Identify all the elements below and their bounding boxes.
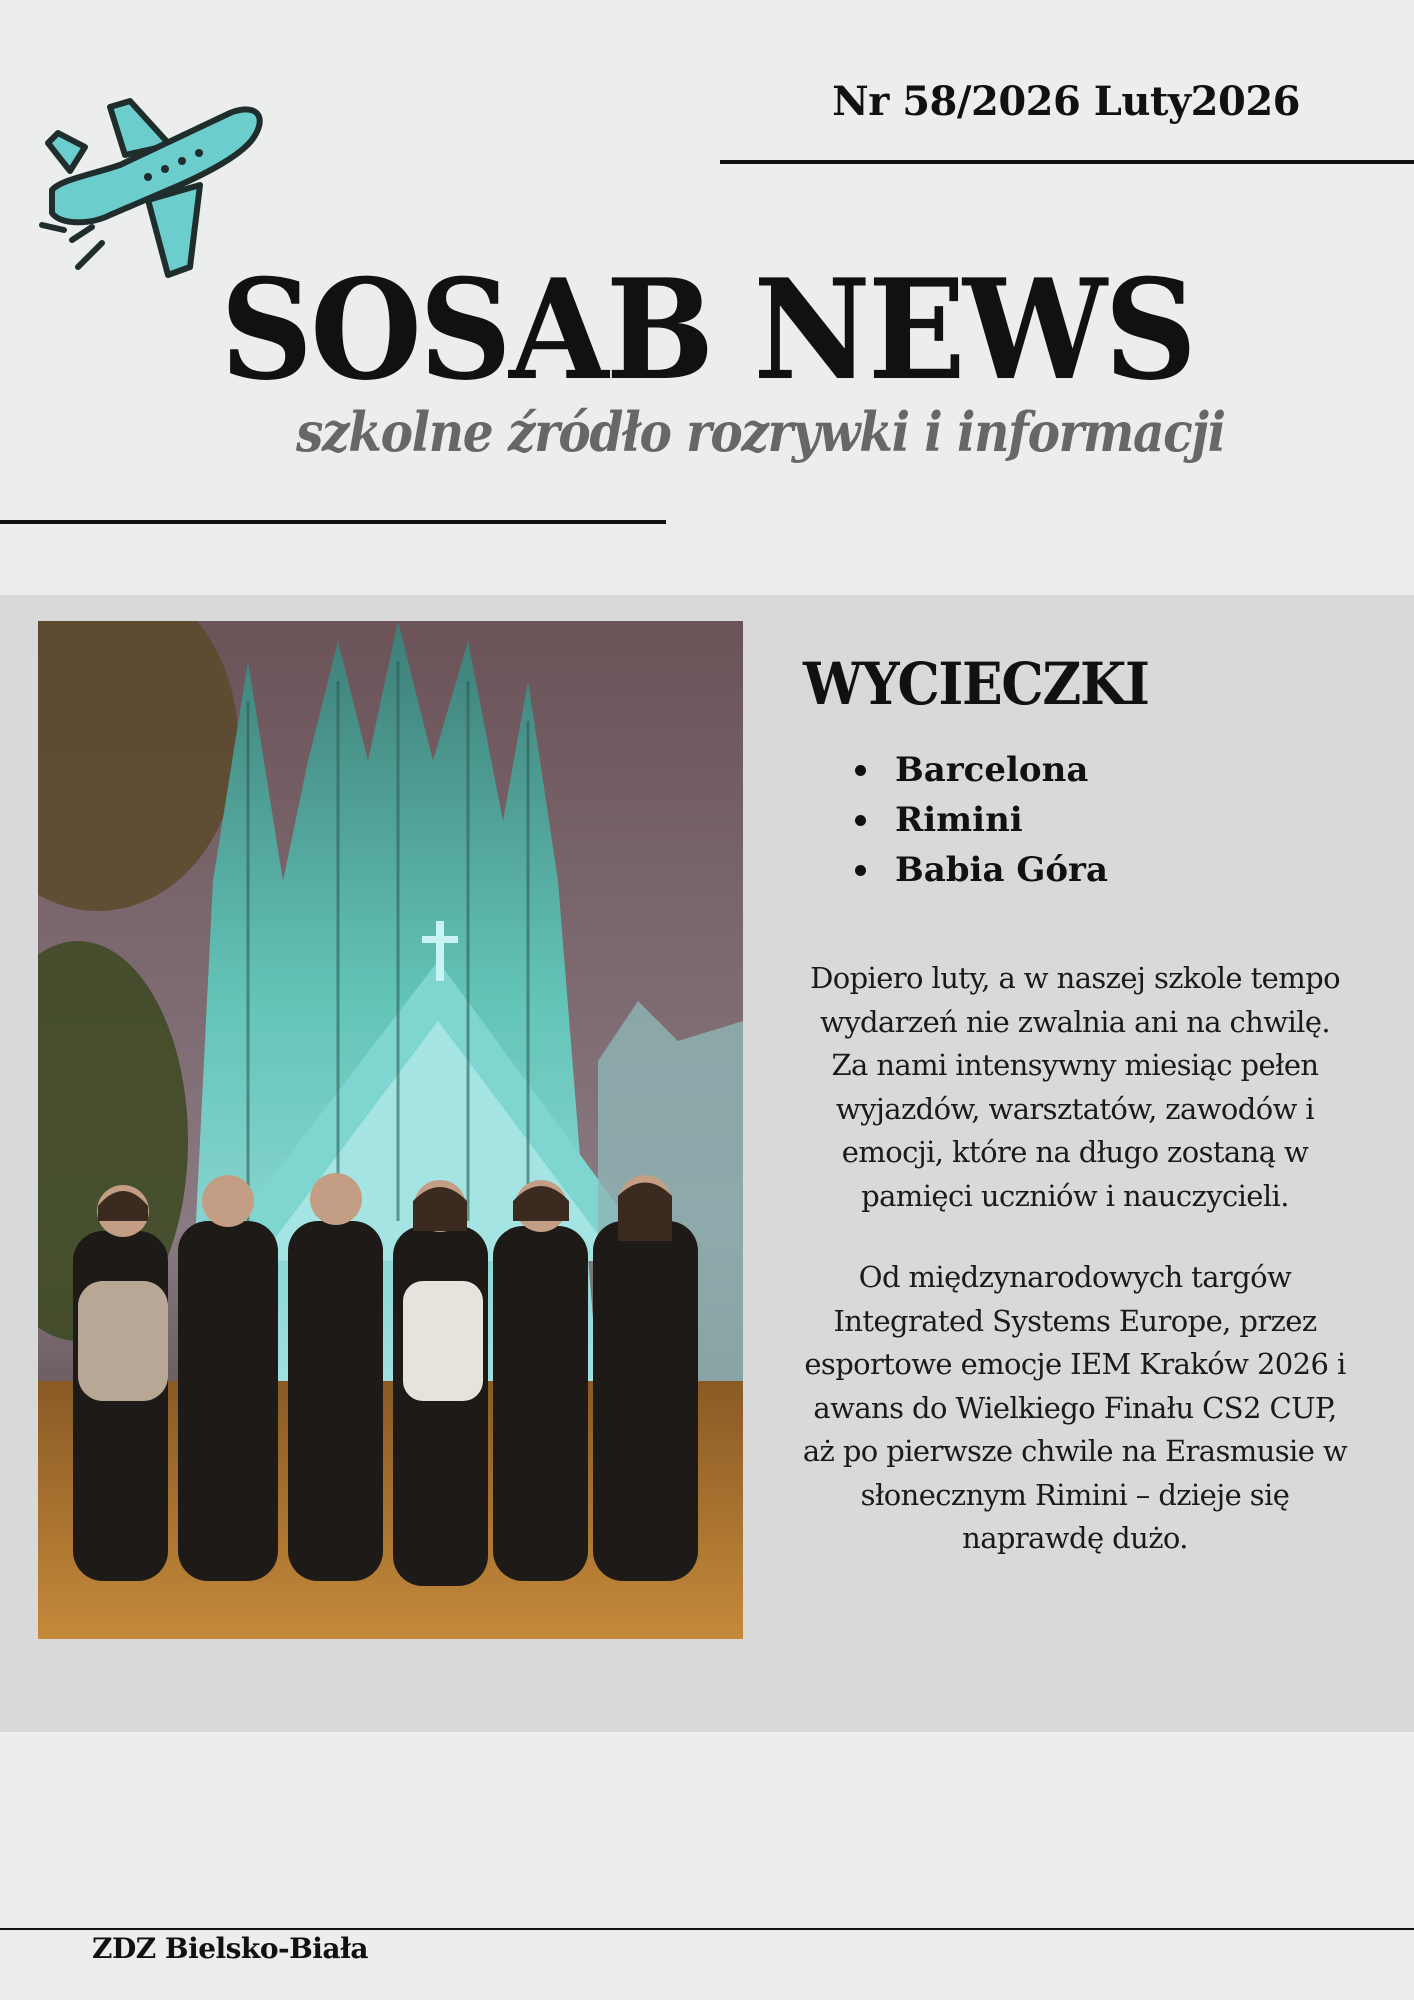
- masthead-title: SOSAB NEWS: [220, 248, 1195, 411]
- section-heading: WYCIECZKI: [803, 650, 1149, 718]
- list-item: Rimini: [845, 795, 1108, 845]
- places-list: [845, 745, 1108, 895]
- list-item: Babia Góra: [845, 845, 1108, 895]
- middle-divider: [0, 520, 666, 524]
- footer-text: ZDZ Bielsko-Biała: [92, 1932, 368, 1965]
- issue-number: Nr 58/2026 Luty2026: [832, 78, 1300, 125]
- top-divider: [720, 160, 1414, 164]
- list-item: Barcelona: [845, 745, 1108, 795]
- footer-divider: [0, 1928, 1414, 1930]
- trip-photo-illustration: [38, 621, 743, 1639]
- article-paragraph-2: Od międzynarodowych targów Integrated Systems Europe, przez esportowe emocje IEM Kraków 2026 i awans do Wielkiego Finału CS2 CUP, aż po pierwsze chwile na Erasmusie w słonecznym Rimini – dzieje się naprawdę dużo.: [802, 1260, 1348, 1555]
- masthead-subtitle: szkolne źródło rozrywki i informacji: [296, 400, 1225, 464]
- trip-photo: [38, 621, 743, 1639]
- article-paragraph-1: Dopiero luty, a w naszej szkole tempo wydarzeń nie zwalnia ani na chwilę. Za nami intensywny miesiąc pełen wyjazdów, warsztatów, zawodów i emocji, które na długo zostaną w pamięci uczniów i nauczycieli.: [810, 961, 1340, 1213]
